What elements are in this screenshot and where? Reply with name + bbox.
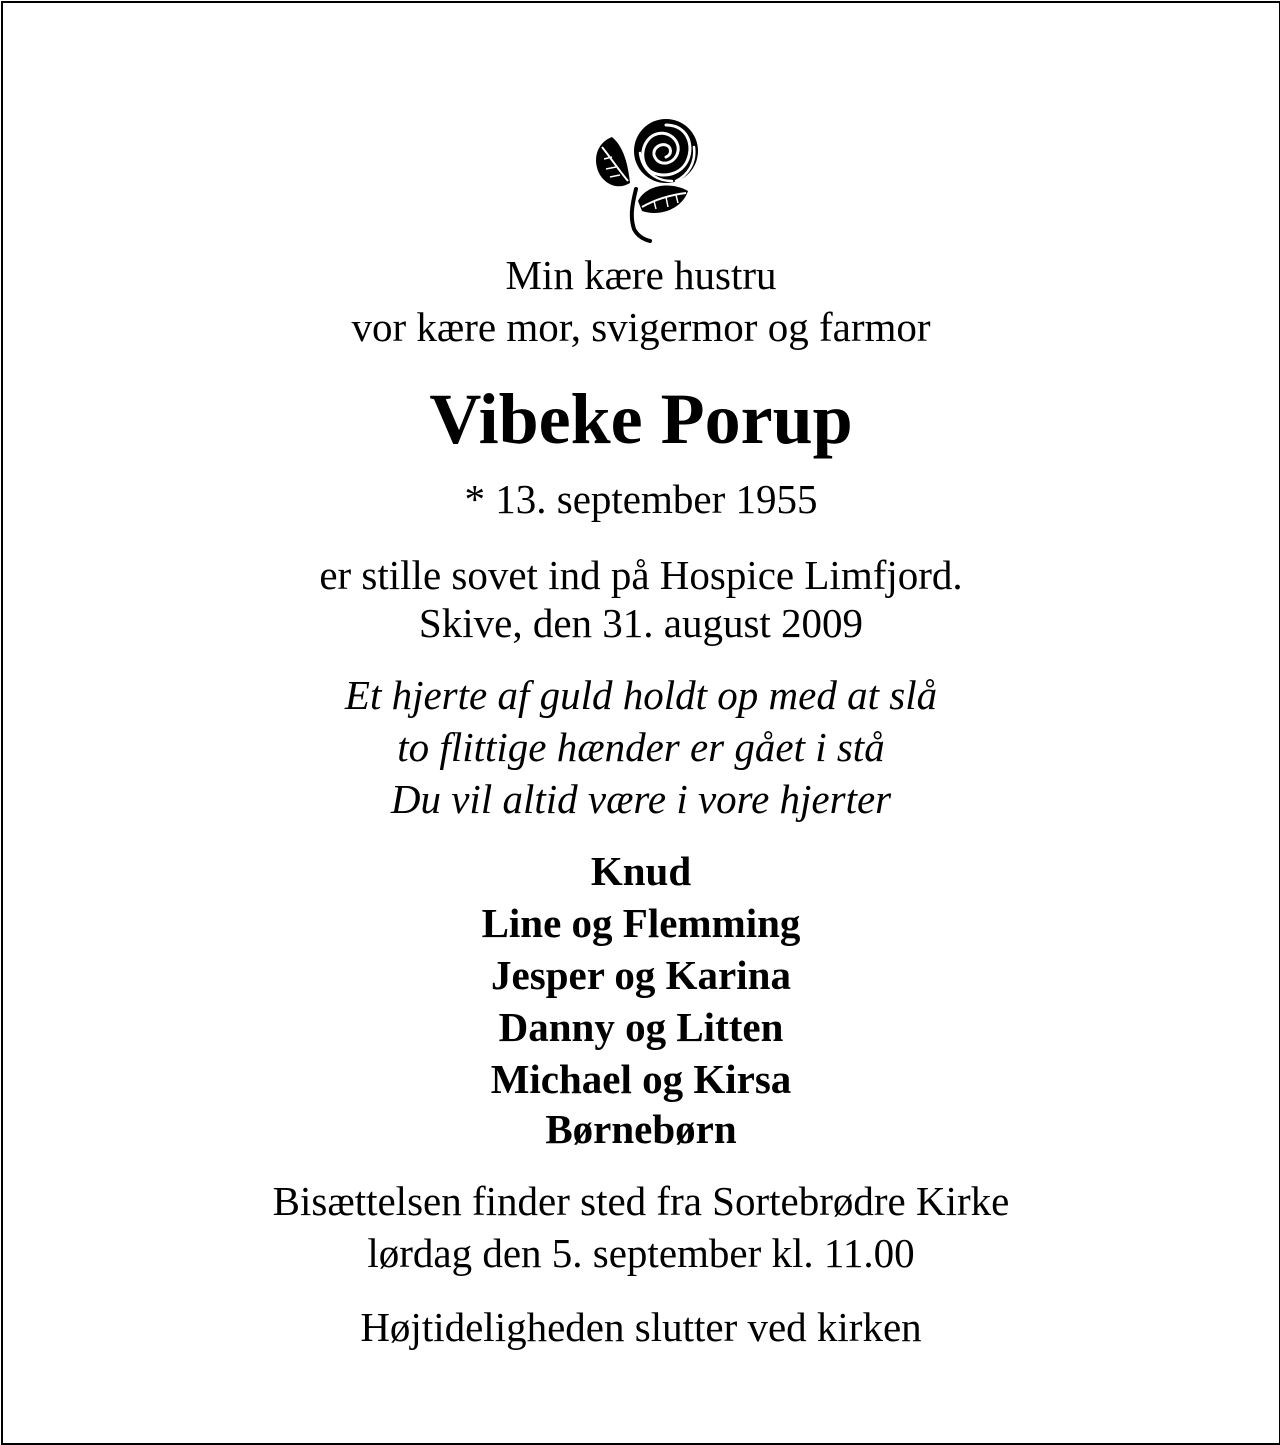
birth-date: * 13. september 1955 — [464, 476, 818, 522]
closing-note: Højtideligheden slutter ved kirken — [360, 1304, 922, 1350]
rose-icon — [590, 117, 700, 243]
death-notice-line-2: Skive, den 31. august 2009 — [418, 600, 864, 646]
verse-line: Du vil altid være i vore hjerter — [390, 776, 892, 822]
death-notice-line-1: er stille sovet ind på Hospice Limfjord. — [319, 552, 963, 598]
funeral-line-1: Bisættelsen finder sted fra Sortebrødre Kirke — [272, 1178, 1010, 1224]
verse-line: Et hjerte af guld holdt op med at slå — [344, 672, 938, 718]
family-member: Børnebørn — [545, 1106, 737, 1152]
intro-line-1: Min kære hustru — [505, 252, 777, 298]
family-member: Knud — [590, 848, 692, 894]
verse-line: to flittige hænder er gået i stå — [397, 724, 885, 770]
family-member: Jesper og Karina — [491, 952, 791, 998]
family-member: Line og Flemming — [481, 900, 801, 946]
obituary-frame — [1, 1, 1280, 1445]
deceased-name: Vibeke Porup — [429, 379, 853, 459]
intro-line-2: vor kære mor, svigermor og farmor — [351, 304, 931, 350]
obituary-content — [3, 3, 1279, 1443]
family-member: Michael og Kirsa — [490, 1056, 792, 1102]
family-member: Danny og Litten — [498, 1004, 784, 1050]
funeral-line-2: lørdag den 5. september kl. 11.00 — [367, 1230, 915, 1276]
